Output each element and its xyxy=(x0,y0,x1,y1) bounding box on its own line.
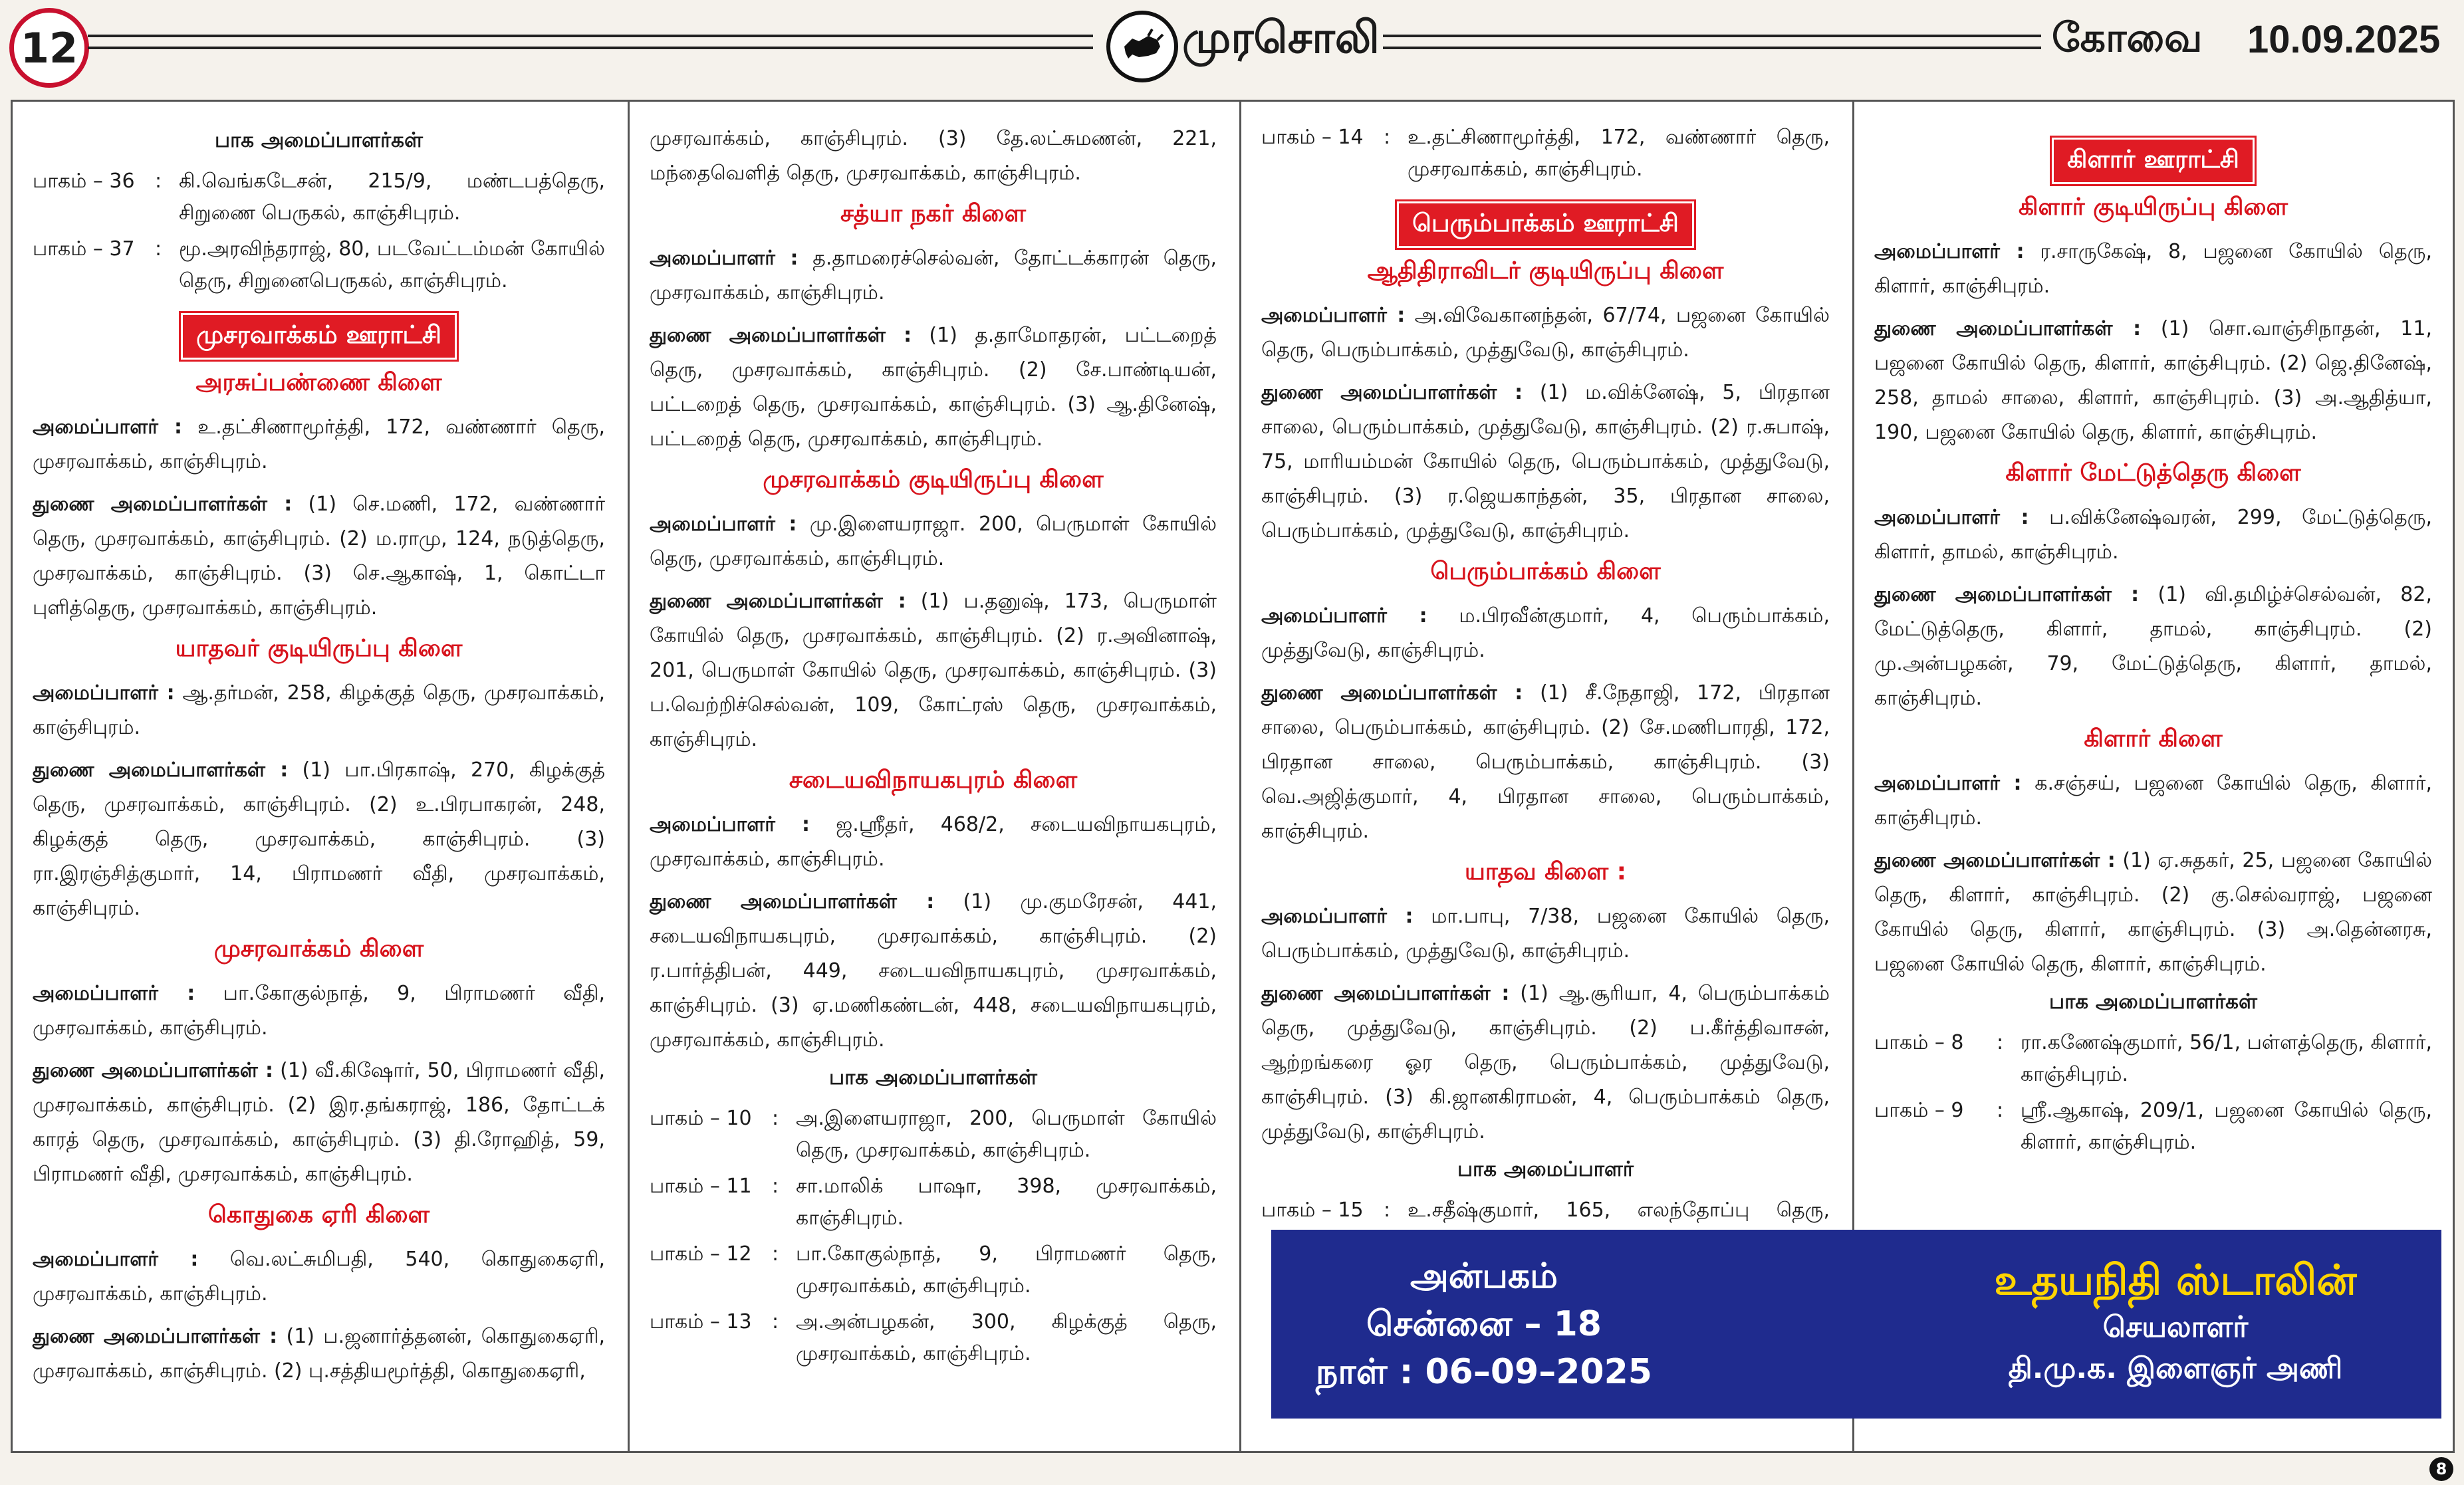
section-heading: பாக அமைப்பாளர்கள் xyxy=(215,128,423,152)
deputy-paragraph: துணை அமைப்பாளர்கள் : (1) ம.விக்னேஷ், 5, பிரதான சாலை, பெரும்பாக்கம், முத்துவேடு, காஞ்சிபுரம். (2) ர.சுபாஷ், 75, மாரியம்மன் கோயில் தெரு, பெரும்பாக்கம், முத்துவேடு, காஞ்சிபுரம். (3) ர.ஜெயகாந்தன், 35, பிரதான சாலை, பெரும்பாக்கம், முத்துவேடு, காஞ்சிபுரம். xyxy=(1261,381,1830,542)
deputy-paragraph: துணை அமைப்பாளர்கள் : (1) ப.தனுஷ், 173, பெருமாள் கோயில் தெரு, முசரவாக்கம், காஞ்சிபுரம். (2) ர.அவினாஷ், 201, பெருமாள் கோயில் தெரு, முசரவாக்கம், காஞ்சிபுரம். (3) ப.வெற்றிச்செல்வன், 109, கோட்ரஸ் தெரு, முசரவாக்கம், காஞ்சிபுரம். xyxy=(650,590,1217,751)
branch-heading: கிளார் கிளை xyxy=(2084,725,2223,752)
deputy-paragraph: துணை அமைப்பாளர்கள் : (1) சீ.நேதாஜி, 172, பிரதான சாலை, பெரும்பாக்கம், காஞ்சிபுரம். (2) சே.மணிபாரதி, 172, பிரதான சாலை, பெரும்பாக்கம், காஞ்சிபுரம். (3) வெ.அஜித்குமார், 4, பிரதான சாலை, பெரும்பாக்கம், காஞ்சிபுரம். xyxy=(1261,681,1830,843)
deputy-paragraph: துணை அமைப்பாளர்கள் : (1) வி.தமிழ்ச்செல்வன், 82, மேட்டுத்தெரு, கிளார், தாமல், காஞ்சிபுரம். (2) மு.அன்பழகன், 79, மேட்டுத்தெரு, கிளார், தாமல், காஞ்சிபுரம். xyxy=(1874,583,2432,710)
branch-heading: கிளார் குடியிருப்பு கிளை xyxy=(2018,193,2288,221)
continued-paragraph: முசரவாக்கம், காஞ்சிபுரம். (3) தே.லட்சுமணன், 221, மந்தைவெளித் தெரு, முசரவாக்கம், காஞ்சிபுரம். xyxy=(650,127,1217,185)
deputy-paragraph: துணை அமைப்பாளர்கள் : (1) ப.ஜனார்த்தனன், கொதுகைஏரி, முசரவாக்கம், காஞ்சிபுரம். (2) பு.சத்தியமூர்த்தி, கொதுகைஏரி, xyxy=(33,1325,605,1383)
booth-label: பாகம் – 37 xyxy=(33,237,135,261)
office-city: சென்னை – 18 xyxy=(1366,1304,1602,1344)
page-number: 12 xyxy=(9,8,89,88)
deputy-paragraph: துணை அமைப்பாளர்கள் : (1) சொ.வாஞ்சிநாதன், 11, பஜனை கோயில் தெரு, கிளார், காஞ்சிபுரம். (2) ஜெ.தினேஷ், 258, தாமல் சாலை, கிளார், காஞ்சிபுரம். (3) அ.ஆதித்யா, 190, பஜனை கோயில் தெரு, கிளார், காஞ்சிபுரம். xyxy=(1874,317,2432,444)
organizer-paragraph: அமைப்பாளர் : ம.பிரவீன்குமார், 4, பெரும்பாக்கம், முத்துவேடு, காஞ்சிபுரம். xyxy=(1261,604,1830,662)
column-2 xyxy=(630,102,1241,1451)
branch-heading: பெரும்பாக்கம் கிளை xyxy=(1430,558,1661,585)
office-name: அன்பகம் xyxy=(1410,1256,1558,1296)
organizer-paragraph: அமைப்பாளர் : அ.விவேகானந்தன், 67/74, பஜனை கோயில் தெரு, பெரும்பாக்கம், முத்துவேடு, காஞ்சிபுரம். xyxy=(1261,304,1830,362)
signatory-name: உதயநிதி ஸ்டாலின் xyxy=(1994,1256,2357,1304)
deputy-paragraph: துணை அமைப்பாளர்கள் : (1) பா.பிரகாஷ், 270, கிழக்குத் தெரு, முசரவாக்கம், காஞ்சிபுரம். (2) உ.பிரபாகரன், 248, கிழக்குத் தெரு, முசரவாக்கம், காஞ்சிபுரம். (3) ரா.இரஞ்சித்குமார், 14, பிராமணர் வீதி, முசரவாக்கம், காஞ்சிபுரம். xyxy=(33,758,605,920)
branch-heading: முசரவாக்கம் கிளை xyxy=(213,935,424,963)
section-heading: பாக அமைப்பாளர்கள் xyxy=(2049,990,2257,1014)
organizer-paragraph: அமைப்பாளர் : உ.தட்சிணாமூர்த்தி, 172, வண்ணார் தெரு, முசரவாக்கம், காஞ்சிபுரம். xyxy=(33,415,605,473)
organizer-paragraph: அமைப்பாளர் : த.தாமரைச்செல்வன், தோட்டக்காரன் தெரு, முசரவாக்கம், காஞ்சிபுரம். xyxy=(650,247,1217,304)
deputy-paragraph: துணை அமைப்பாளர்கள் : (1) வீ.கிஷோர், 50, பிராமணர் வீதி, முசரவாக்கம், காஞ்சிபுரம். (2) இர.தங்கராஜ், 186, தோட்டக் காரத் தெரு, முசரவாக்கம், காஞ்சிபுரம். (3) தி.ரோஹித், 59, பிராமணர் வீதி, முசரவாக்கம், காஞ்சிபுரம். xyxy=(33,1059,605,1186)
branch-heading: சடையவிநாயகபுரம் கிளை xyxy=(789,766,1078,794)
booth-entry: பாகம் – 12 : பா.கோகுல்நாத், 9, பிராமணர் தெரு, முசரவாக்கம், காஞ்சிபுரம். xyxy=(650,1242,1217,1298)
branch-heading: கொதுகை ஏரி கிளை xyxy=(207,1201,430,1228)
panchayat-heading: பெரும்பாக்கம் ஊராட்சி xyxy=(1397,201,1694,248)
booth-label: பாகம் – 36 xyxy=(33,170,135,193)
branch-heading: முசரவாக்கம் குடியிருப்பு கிளை xyxy=(763,466,1104,493)
deputy-paragraph: துணை அமைப்பாளர்கள் : (1) மு.குமரேசன், 441, சடையவிநாயகபுரம், முசரவாக்கம், காஞ்சிபுரம். (2) ர.பார்த்திபன், 449, சடையவிநாயகபுரம், முசரவாக்கம், காஞ்சிபுரம். (3) ஏ.மணிகண்டன், 448, சடையவிநாயகபுரம், முசரவாக்கம், காஞ்சிபுரம். xyxy=(650,890,1217,1052)
branch-heading: சத்யா நகர் கிளை xyxy=(840,200,1027,227)
issue-date: 10.09.2025 xyxy=(2247,18,2441,61)
section-heading: பாக அமைப்பாளர்கள் xyxy=(829,1066,1037,1089)
organizer-paragraph: அமைப்பாளர் : ப.விக்னேஷ்வரன், 299, மேட்டுத்தெரு, கிளார், தாமல், காஞ்சிபுரம். xyxy=(1874,506,2432,564)
issue-date-line: நாள் : 06–09–2025 xyxy=(1316,1352,1652,1392)
booth-entry: பாகம் – 10 : அ.இளையராஜா, 200, பெருமாள் கோயில் தெரு, முசரவாக்கம், காஞ்சிபுரம். xyxy=(650,1107,1217,1162)
organizer-paragraph: அமைப்பாளர் : மு.இளையராஜா. 200, பெருமாள் கோயில் தெரு, முசரவாக்கம், காஞ்சிபுரம். xyxy=(650,513,1217,570)
deputy-paragraph: துணை அமைப்பாளர்கள் : (1) ஆ.சூரியா, 4, பெரும்பாக்கம் தெரு, முத்துவேடு, காஞ்சிபுரம். (2) ப.கீர்த்திவாசன், ஆற்றங்கரை ஓர தெரு, பெரும்பாக்கம், முத்துவேடு, காஞ்சிபுரம். (3) கி.ஜானகிராமன், 4, பெரும்பாக்கம் தெரு, முத்துவேடு, காஞ்சிபுரம். xyxy=(1261,982,1830,1143)
signatory-org: தி.மு.க. இளைஞர் அணி xyxy=(2008,1351,2343,1385)
booth-text: கி.வெங்கடேசன், 215/9, மண்டபத்தெரு, சிறுணை பெருகல், காஞ்சிபுரம். xyxy=(179,170,605,225)
header-rule-left xyxy=(88,35,1093,49)
header-rule-right xyxy=(1383,35,2041,49)
organizer-paragraph: அமைப்பாளர் : பா.கோகுல்நாத், 9, பிராமணர் வீதி, முசரவாக்கம், காஞ்சிபுரம். xyxy=(33,982,605,1040)
branch-heading: கிளார் மேட்டுத்தெரு கிளை xyxy=(2005,459,2301,487)
booth-entry: பாகம் – 37 : மூ.அரவிந்தராஜ், 80, படவேட்டம்மன் கோயில் தெரு, சிறுனைபெருகல், காஞ்சிபுரம். xyxy=(33,233,605,297)
organizer-paragraph: அமைப்பாளர் : ஜ.ஸ்ரீதர், 468/2, சடையவிநாயகபுரம், முசரவாக்கம், காஞ்சிபுரம். xyxy=(650,813,1217,871)
column-1 xyxy=(13,102,630,1451)
bull-logo-icon xyxy=(1106,11,1178,82)
footer-mark: 8 xyxy=(2429,1457,2453,1481)
issued-from xyxy=(1298,1252,1670,1396)
organizer-paragraph: அமைப்பாளர் : மா.பாபு, 7/38, பஜனை கோயில் தெரு, பெரும்பாக்கம், முத்துவேடு, காஞ்சிபுரம். xyxy=(1261,905,1830,963)
booth-entry: பாகம் – 13 : அ.அன்பழகன், 300, கிழக்குத் தெரு, முசரவாக்கம், காஞ்சிபுரம். xyxy=(650,1310,1217,1365)
branch-heading: யாதவ கிளை : xyxy=(1464,858,1627,885)
organizer-paragraph: அமைப்பாளர் : வெ.லட்சுமிபதி, 540, கொதுகைஏரி, முசரவாக்கம், காஞ்சிபுரம். xyxy=(33,1248,605,1306)
branch-heading: ஆதிதிராவிடர் குடியிருப்பு கிளை xyxy=(1367,257,1724,285)
organizer-paragraph: அமைப்பாளர் : ர.சாருகேஷ், 8, பஜனை கோயில் தெரு, கிளார், காஞ்சிபுரம். xyxy=(1874,240,2432,298)
booth-text: மூ.அரவிந்தராஜ், 80, படவேட்டம்மன் கோயில் தெரு, சிறுனைபெருகல், காஞ்சிபுரம். xyxy=(179,237,605,292)
booth-entry: பாகம் – 9 : ஸ்ரீ.ஆகாஷ், 209/1, பஜனை கோயில் தெரு, கிளார், காஞ்சிபுரம். xyxy=(1874,1099,2432,1154)
panchayat-heading: கிளார் ஊராட்சி xyxy=(2052,138,2255,184)
edition-name: கோவை xyxy=(2052,15,2203,61)
panchayat-heading: முசரவாக்கம் ஊராட்சி xyxy=(181,313,457,360)
booth-entry: பாகம் – 36 : கி.வெங்கடேசன், 215/9, மண்டபத்தெரு, சிறுணை பெருகல், காஞ்சிபுரம். xyxy=(33,166,605,229)
booth-entry: பாகம் – 8 : ரா.கணேஷ்குமார், 56/1, பள்ளத்தெரு, கிளார், காஞ்சிபுரம். xyxy=(1874,1031,2432,1086)
deputy-paragraph: துணை அமைப்பாளர்கள் : (1) செ.மணி, 172, வண்ணார் தெரு, முசரவாக்கம், காஞ்சிபுரம். (2) ம.ராமு, 124, நடுத்தெரு, முசரவாக்கம், காஞ்சிபுரம். (3) செ.ஆகாஷ், 1, கொட்டா புளித்தெரு, முசரவாக்கம், காஞ்சிபுரம். xyxy=(33,493,605,620)
signatory xyxy=(1923,1254,2428,1389)
deputy-paragraph: துணை அமைப்பாளர்கள் : (1) த.தாமோதரன், பட்டறைத் தெரு, முசரவாக்கம், காஞ்சிபுரம். (2) சே.பாண்டியன், பட்டறைத் தெரு, முசரவாக்கம், காஞ்சிபுரம். (3) ஆ.தினேஷ், பட்டறைத் தெரு, முசரவாக்கம், காஞ்சிபுரம். xyxy=(650,324,1217,451)
page-header xyxy=(0,0,2464,86)
booth-entry: பாகம் – 14 : உ.தட்சிணாமூர்த்தி, 172, வண்ணார் தெரு, முசரவாக்கம், காஞ்சிபுரம். xyxy=(1261,126,1830,181)
branch-heading: அரசுப்பண்ணை கிளை xyxy=(195,369,442,396)
booth-entry: பாகம் – 11 : சா.மாலிக் பாஷா, 398, முசரவாக்கம், காஞ்சிபுரம். xyxy=(650,1175,1217,1230)
section-heading: பாக அமைப்பாளர் xyxy=(1457,1157,1634,1181)
paper-name: முரசொலி xyxy=(1182,12,1380,63)
organizer-paragraph: அமைப்பாளர் : ஆ.தர்மன், 258, கிழக்குத் தெரு, முசரவாக்கம், காஞ்சிபுரம். xyxy=(33,681,605,739)
signature-box xyxy=(1271,1230,2441,1419)
signatory-role: செயலாளர் xyxy=(2102,1310,2249,1344)
organizer-paragraph: அமைப்பாளர் : க.சஞ்சய், பஜனை கோயில் தெரு, கிளார், காஞ்சிபுரம். xyxy=(1874,772,2432,830)
booth-entry: பாகம் – 15 : உ.சதீஷ்குமார், 165, எலந்தோப்பு தெரு, xyxy=(1261,1199,1830,1222)
branch-heading: யாதவர் குடியிருப்பு கிளை xyxy=(175,635,463,662)
deputy-paragraph: துணை அமைப்பாளர்கள் : (1) ஏ.சுதகர், 25, பஜனை கோயில் தெரு, கிளார், காஞ்சிபுரம். (2) கு.செல்வராஜ், பஜனை கோயில் தெரு, கிளார், காஞ்சிபுரம். (3) அ.தென்னரசு, பஜனை கோயில் தெரு, கிளார், காஞ்சிபுரம். xyxy=(1874,849,2432,976)
